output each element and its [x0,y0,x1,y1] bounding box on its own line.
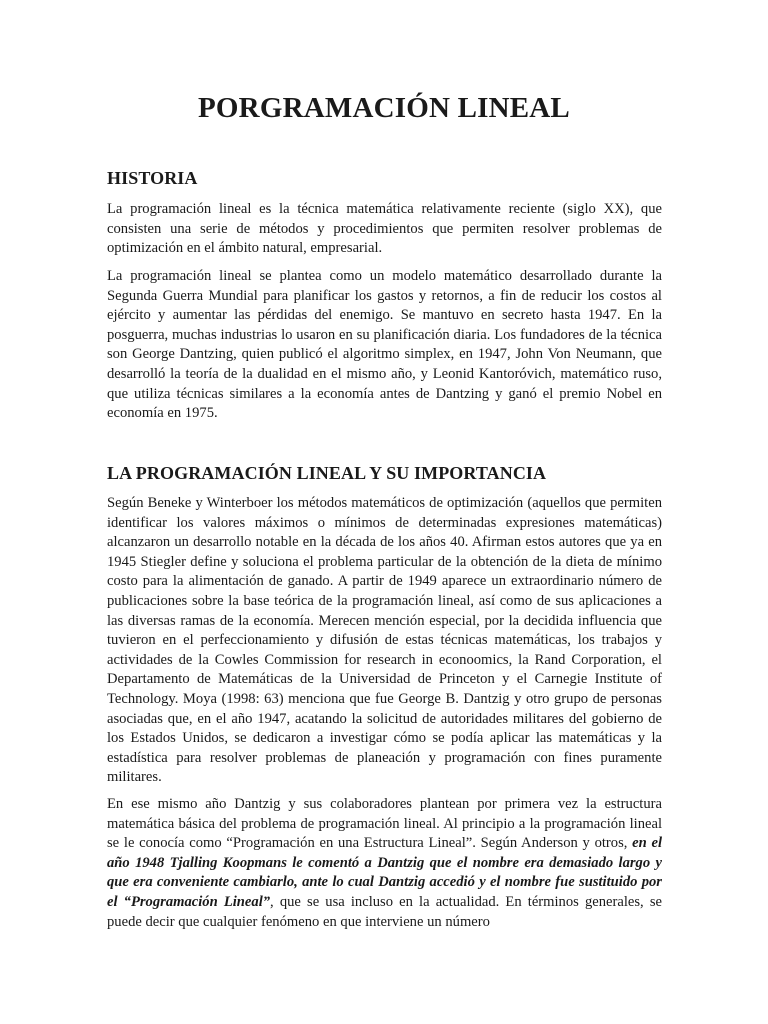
paragraph-text: , que se usa incluso en la actualidad. En términos generales, se puede decir que cualquier fenómeno en que interviene un número [107,893,662,930]
paragraph-last [107,795,662,932]
emphasized-quote: en el año 1948 Tjalling Koopmans le comentó a Dantzig que el nombre era demasiado largo y que era conveniente cambiarlo, ante lo cual Dantzig accedió y el nombre fue sustituido por el “Programación Lineal” [107,835,662,910]
section-heading-importancia: LA PROGRAMACIÓN LINEAL Y SU IMPORTANCIA [107,463,547,483]
paragraph: La programación lineal se plantea como un modelo matemático desarrollado durante la Segunda Guerra Mundial para planificar los gastos y retornos, a fin de reducir los costos al ejército y aumentar las pérdidas del enemigo. Se mantuvo en secreto hasta 1947. En la posguerra, muchas industrias lo usaron en su planificación diaria. Los fundadores de la técnica son George Dantzing, quien publicó el algoritmo simplex, en 1947, John Von Neumann, que desarrolló la teoría de la dualidad en el mismo año, y Leonid Kantoróvich, matemático ruso, que utiliza técnicas similares a la economía antes de Dantzing y ganó el premio Nobel en economía en 1975. [107,268,662,422]
section-heading-historia: HISTORIA [107,168,198,188]
paragraph: Según Beneke y Winterboer los métodos matemáticos de optimización (aquellos que permiten identificar los valores máximos o mínimos de determinadas expresiones matemáticas) alcanzaron un desarrollo notable en la década de los años 40. Afirman estos autores que ya en 1945 Stiegler define y soluciona el problema particular de la obtención de la dieta de mínimo costo para la alimentación de ganado. A partir de 1949 aparece un extraordinario número de publicaciones sobre la base teórica de la programación lineal, así como de sus aplicaciones a las diversas ramas de la economía. Merecen mención especial, por la decidida influencia que tuvieron en el perfeccionamiento y difusión de estas técnicas matemáticas, los trabajos y actividades de la Cowles Commission for research in econoomics, la Rand Corporation, el Departamento de Matemáticas de la Universidad de Princeton y el Carnegie Institute of Technology. Moya (1998: 63) menciona que fue George B. Dantzig y otro grupo de personas asociadas que, en el año 1947, acatando la solicitud de autoridades militares del gobierno de los Estados Unidos, se dedicaron a investigar cómo se podía aplicar las matemáticas y la estadística para resolver problemas de planeación y programación con fines puramente militares. [107,495,662,786]
paragraph-text: En ese mismo año Dantzig y sus colaboradores plantean por primera vez la estructura matemática básica del problema de programación lineal. Al principio a la programación lineal se le conocía como “Programación en una Estructura Lineal”. Según Anderson y otros, [107,796,662,852]
page-title: PORGRAMACIÓN LINEAL [198,92,570,124]
paragraph: La programación lineal es la técnica matemática relativamente reciente (siglo XX), que consisten una serie de métodos y procedimientos que permiten resolver problemas de optimización en el ámbito natural, empresarial. [107,201,662,257]
